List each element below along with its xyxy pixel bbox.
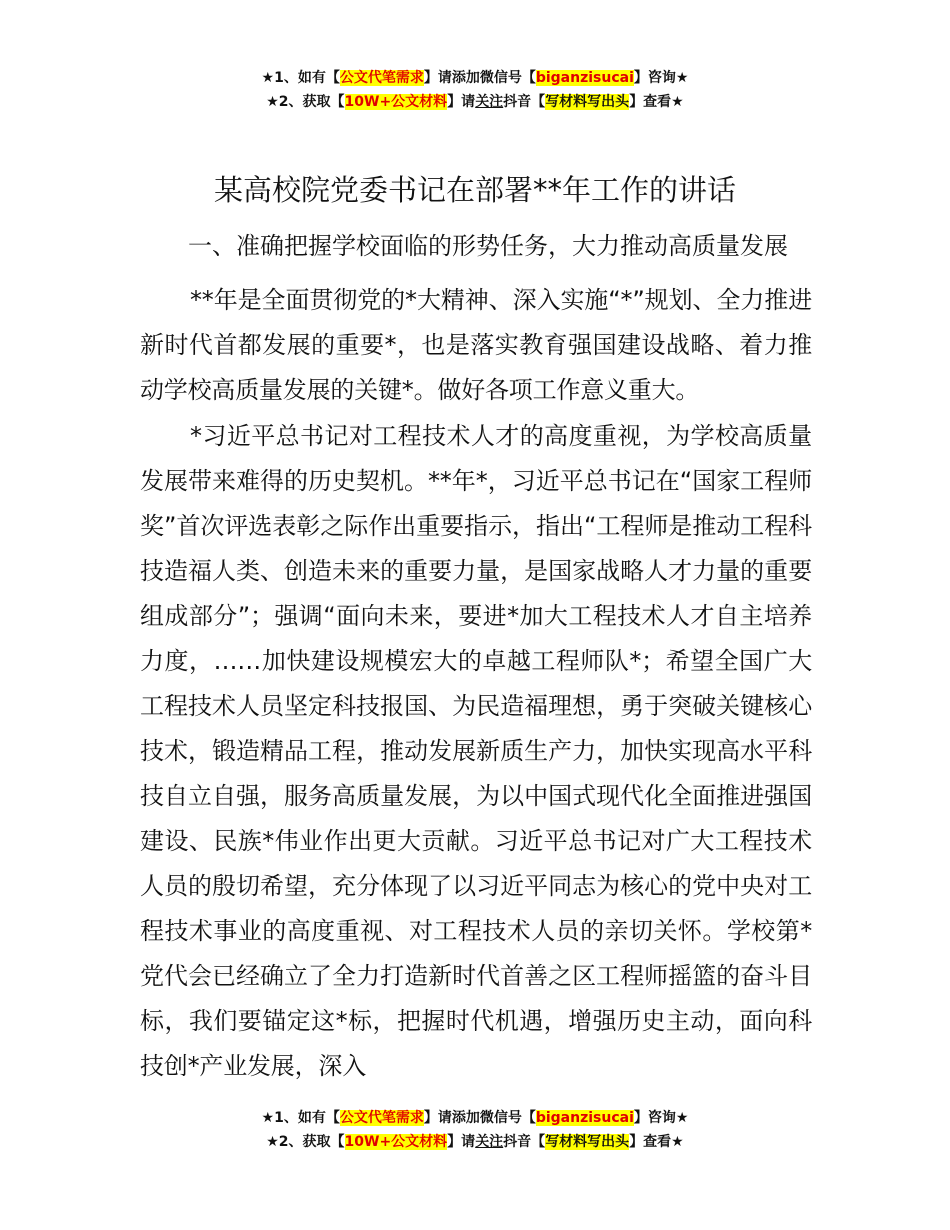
wechat-id-highlight: biganzisucai [535, 70, 634, 86]
paragraph-1: **年是全面贯彻党的*大精神、深入实施“*”规划、全力推进新时代首都发展的重要*，也是落实教育强国建设战略、着力推动学校高质量发展的关键*。做好各项工作意义重大。 [140, 286, 812, 404]
service-highlight: 公文代笔需求 [339, 70, 424, 86]
follow-text: 关注 [475, 1134, 504, 1150]
materials-highlight: 10W+公文材料 [344, 1134, 448, 1150]
follow-text: 关注 [475, 94, 504, 110]
promo-line-2: ★2、获取【10W+公文材料】请关注抖音【写材料写出头】查看★ [266, 94, 684, 110]
promo-line-1: ★1、如有【公文代笔需求】请添加微信号【biganzisucai】咨询★ [261, 1110, 689, 1126]
materials-highlight: 10W+公文材料 [344, 94, 448, 110]
paragraph-2: *习近平总书记对工程技术人才的高度重视，为学校高质量发展带来难得的历史契机。**年*，习近平总书记在“国家工程师奖”首次评选表彰之际作出重要指示，指出“工程师是推动工程科技造福人类、创造未来的重要力量，是国家战略人才力量的重要组成部分”；强调“面向未来，要进*加大工程技术人才自主培养力度，……加快建设规模宏大的卓越工程师队*；希望全国广大工程技术人员坚定科技报国、为民造福理想，勇于突破关键核心技术，锻造精品工程，推动发展新质生产力，加快实现高水平科技自立自强，服务高质量发展，为以中国式现代化全面推进强国建设、民族*伟业作出更大贡献。习近平总书记对广大工程技术人员的殷切希望，充分体现了以习近平同志为核心的党中央对工程技术事业的高度重视、对工程技术人员的亲切关怀。学校第*党代会已经确立了全力打造新时代首善之区工程师摇篮的奋斗目标，我们要锚定这*标，把握时代机遇，增强历史主动，面向科技创*产业发展，深入 [140, 422, 812, 1080]
service-highlight: 公文代笔需求 [339, 1110, 424, 1126]
section-heading: 一、准确把握学校面临的形势任务，大力推动高质量发展 [188, 232, 788, 260]
promo-line-2: ★2、获取【10W+公文材料】请关注抖音【写材料写出头】查看★ [266, 1134, 684, 1150]
account-highlight: 写材料写出头 [545, 94, 630, 110]
wechat-id-highlight: biganzisucai [535, 1110, 634, 1126]
document-title: 某高校院党委书记在部署**年工作的讲话 [213, 173, 736, 207]
footer-promo-banner [0, 1106, 950, 1154]
account-highlight: 写材料写出头 [545, 1134, 630, 1150]
header-promo-banner [0, 66, 950, 114]
promo-line-1: ★1、如有【公文代笔需求】请添加微信号【biganzisucai】咨询★ [261, 70, 689, 86]
